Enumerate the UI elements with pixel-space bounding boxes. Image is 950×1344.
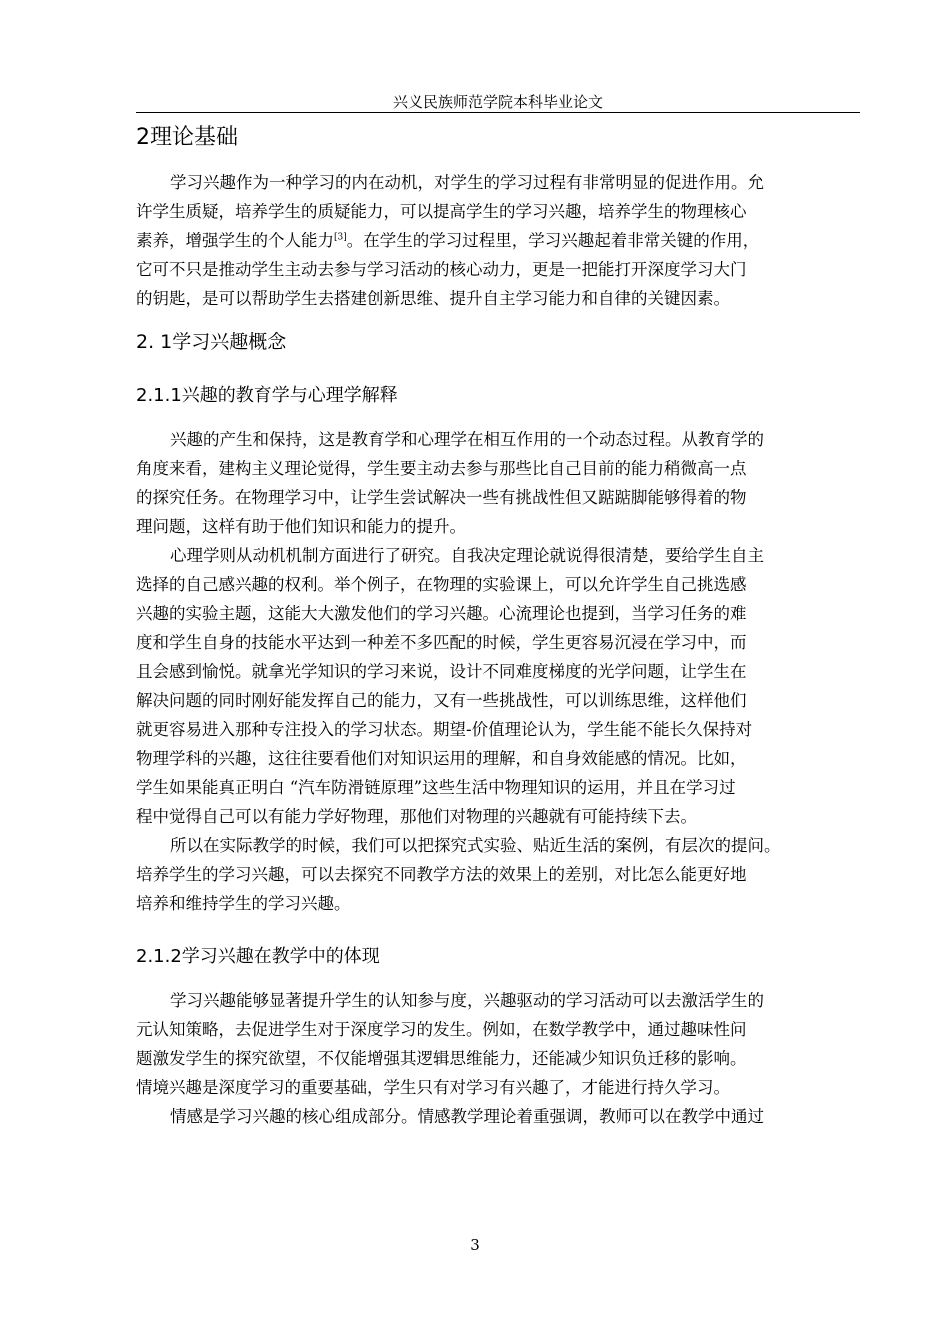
page-body <box>136 112 860 1131</box>
page-number: 3 <box>470 1236 480 1254</box>
text-line: 学生如果能真正明白 “汽车防滑链原理”这些生活中物理知识的运用，并且在学习过 <box>136 778 736 797</box>
section-title-2-1-1: 2.1.1兴趣的教育学与心理学解释 <box>136 385 398 406</box>
text-line: 培养和维持学生的学习兴趣。 <box>136 894 351 913</box>
text-line: 程中觉得自己可以有能力学好物理，那他们对物理的兴趣就有可能持续下去。 <box>136 807 697 826</box>
text-fragment: 素养，增强学生的个人能力 <box>136 231 334 250</box>
text-line: 情感是学习兴趣的核心组成部分。情感教学理论着重强调，教师可以在教学中通过 <box>170 1107 764 1126</box>
paragraph-2-1-1-b <box>136 541 860 831</box>
text-line: 的钥匙，是可以帮助学生去搭建创新思维、提升自主学习能力和自律的关键因素。 <box>136 289 730 308</box>
text-line: 就更容易进入那种专注投入的学习状态。期望-价值理论认为，学生能不能长久保持对 <box>136 720 753 739</box>
text-line: 兴趣的实验主题，这能大大激发他们的学习兴趣。心流理论也提到，当学习任务的难 <box>136 604 747 623</box>
text-line: 物理学科的兴趣，这往往要看他们对知识运用的理解，和自身效能感的情况。比如， <box>136 749 747 768</box>
text-line: 度和学生自身的技能水平达到一种差不多匹配的时候，学生更容易沉浸在学习中，而 <box>136 633 747 652</box>
text-fragment: 。在学生的学习过程里，学习兴趣起着非常关键的作用， <box>346 231 760 250</box>
running-header: 兴义民族师范学院本科毕业论文 <box>136 92 860 113</box>
section-title-2-1: 2. 1学习兴趣概念 <box>136 331 287 353</box>
paragraph-2-1-2-a <box>136 986 860 1102</box>
section-title-2-1-2: 2.1.2学习兴趣在教学中的体现 <box>136 946 380 967</box>
text-line: 它可不只是推动学生主动去参与学习活动的核心动力，更是一把能打开深度学习大门 <box>136 260 747 279</box>
text-line: 兴趣的产生和保持，这是教育学和心理学在相互作用的一个动态过程。从教育学的 <box>170 430 764 449</box>
text-line: 选择的自己感兴趣的权利。举个例子，在物理的实验课上，可以允许学生自己挑选感 <box>136 575 747 594</box>
text-line: 理问题，这样有助于他们知识和能力的提升。 <box>136 517 466 536</box>
paragraph-2-1-1-a <box>136 425 860 541</box>
text-line: 情境兴趣是深度学习的重要基础，学生只有对学习有兴趣了，才能进行持久学习。 <box>136 1078 730 1097</box>
citation-ref[interactable]: [3] <box>334 232 347 243</box>
text-line: 心理学则从动机机制方面进行了研究。自我决定理论就说得很清楚，要给学生自主 <box>170 546 764 565</box>
text-line: 所以在实际教学的时候，我们可以把探究式实验、贴近生活的案例，有层次的提问。 <box>170 836 781 855</box>
section-title-2: 2理论基础 <box>136 125 238 150</box>
paragraph-2-1-1-c <box>136 831 860 918</box>
paragraph-2-intro <box>136 158 860 313</box>
text-line: 角度来看，建构主义理论觉得，学生要主动去参与那些比自己目前的能力稍微高一点 <box>136 459 747 478</box>
text-line <box>136 226 860 255</box>
paragraph-2-1-2-b <box>136 1102 860 1131</box>
text-line: 题激发学生的探究欲望，不仅能增强其逻辑思维能力，还能减少知识负迁移的影响。 <box>136 1049 747 1068</box>
text-line: 的探究任务。在物理学习中，让学生尝试解决一些有挑战性但又踮踮脚能够得着的物 <box>136 488 747 507</box>
text-line: 学习兴趣能够显著提升学生的认知参与度，兴趣驱动的学习活动可以去激活学生的 <box>170 991 764 1010</box>
text-line: 许学生质疑，培养学生的质疑能力，可以提高学生的学习兴趣，培养学生的物理核心 <box>136 202 747 221</box>
text-line: 且会感到愉悦。就拿光学知识的学习来说，设计不同难度梯度的光学问题，让学生在 <box>136 662 747 681</box>
text-line: 解决问题的同时刚好能发挥自己的能力，又有一些挑战性，可以训练思维，这样他们 <box>136 691 747 710</box>
text-line: 培养学生的学习兴趣，可以去探究不同教学方法的效果上的差别，对比怎么能更好地 <box>136 865 747 884</box>
text-line: 元认知策略，去促进学生对于深度学习的发生。例如，在数学教学中，通过趣味性问 <box>136 1020 747 1039</box>
text-line: 学习兴趣作为一种学习的内在动机，对学生的学习过程有非常明显的促进作用。允 <box>170 173 764 192</box>
